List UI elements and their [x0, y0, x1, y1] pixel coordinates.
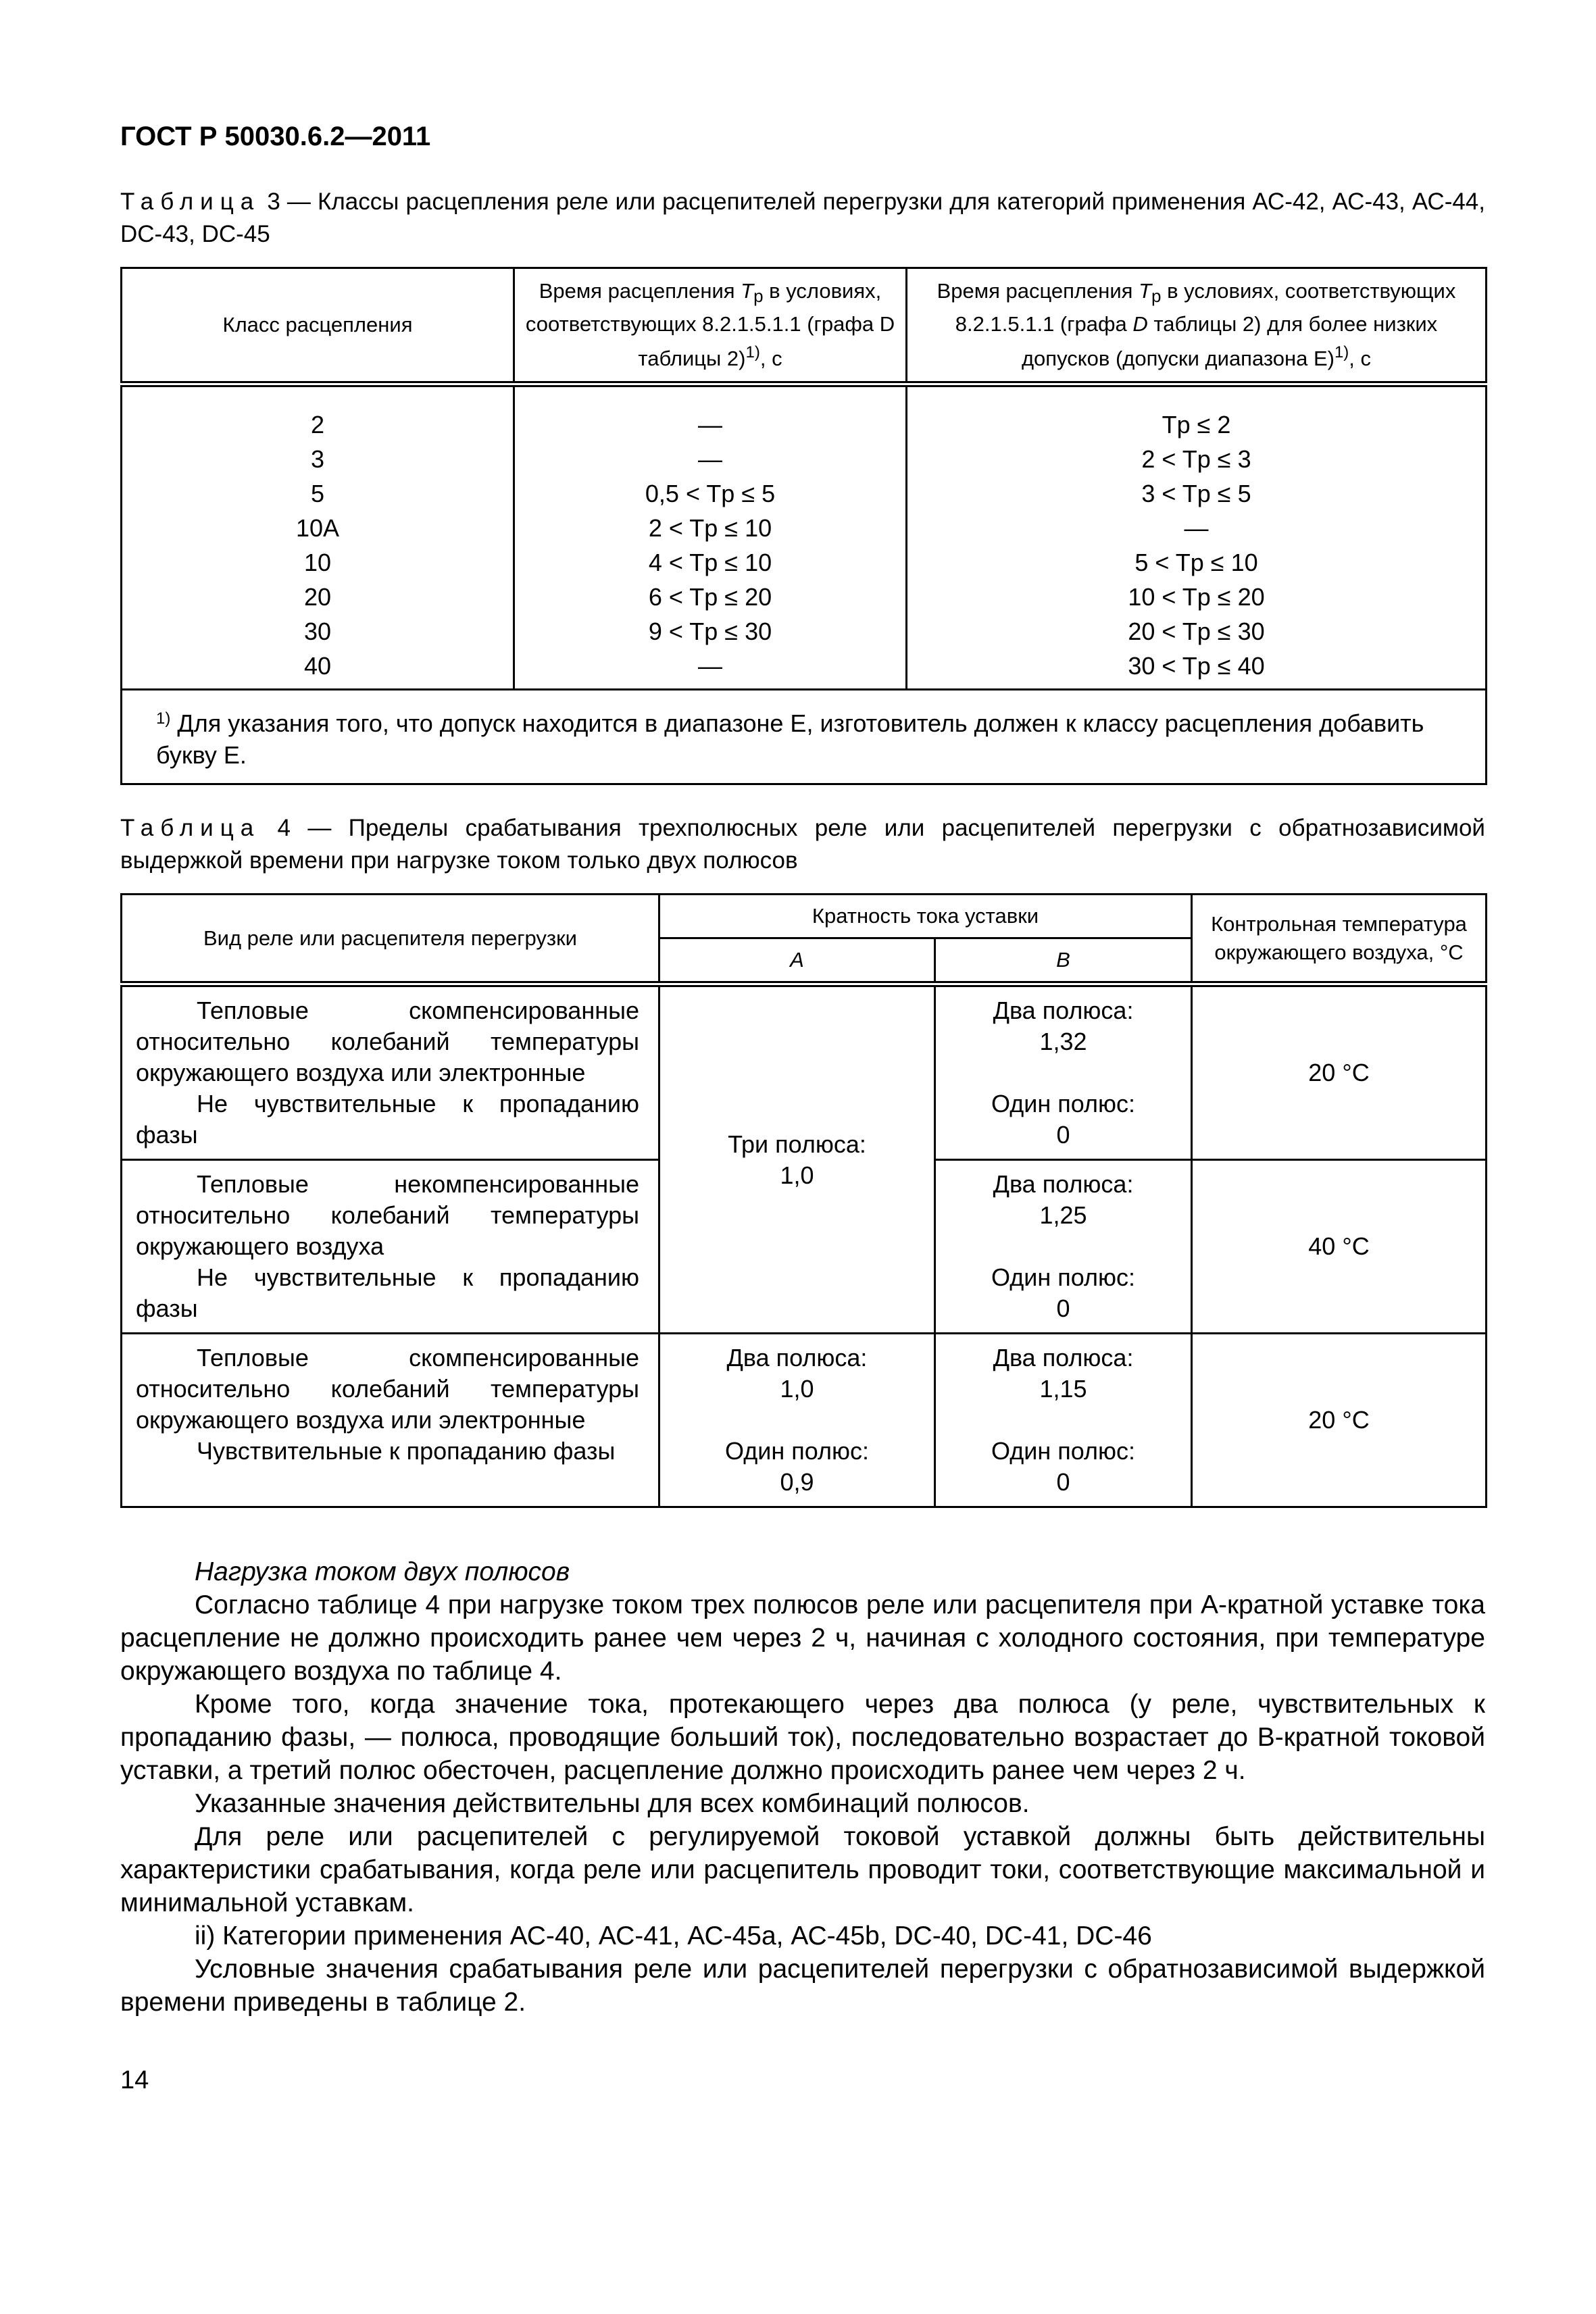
a-value: 0,9	[780, 1468, 814, 1496]
table4-sub-a: A	[659, 938, 935, 984]
section-heading: Нагрузка током двух полюсов	[195, 1557, 570, 1586]
table4-caption-label: Таблица	[120, 815, 261, 841]
table3-time-d: —	[698, 445, 722, 473]
table4-header-row1	[122, 895, 1487, 938]
b-label: Два полюса:	[993, 1170, 1134, 1198]
table4-a-merged	[659, 984, 935, 1334]
b-value: 1,15	[1039, 1375, 1087, 1403]
table3-class: 40	[303, 652, 332, 680]
table3-class: 2	[310, 411, 325, 438]
relay-desc: Тепловые некомпенсированные относительно колебаний температуры окружающего воздуха	[136, 1170, 639, 1260]
document-header: ГОСТ Р 50030.6.2—2011	[120, 122, 431, 151]
page-number: 14	[120, 2066, 149, 2094]
relay-desc: Тепловые скомпенсированные относительно колебаний температуры окружающего воздуха или электронные	[136, 1344, 639, 1434]
table3-time-d: 4 < Tp ≤ 10	[648, 549, 772, 576]
table4-b-cell	[935, 1334, 1192, 1507]
b-label: Один полюс:	[991, 1437, 1135, 1465]
table3-time-e: 10 < Tp ≤ 20	[1128, 583, 1265, 611]
table3	[120, 267, 1487, 785]
table3-time-e: 3 < Tp ≤ 5	[1141, 480, 1251, 507]
table3-time-e-column	[907, 384, 1487, 690]
footnote-mark: 1)	[156, 709, 171, 728]
table4-caption-text: 4 — Пределы срабатывания трехполюсных реле или расцепителей перегрузки с обратнозависимой выдержкой времени при нагрузке током только двух полюсов	[120, 815, 1485, 874]
table3-time-e: 2 < Tp ≤ 3	[1141, 445, 1251, 473]
paragraph: Условные значения срабатывания реле или расцепителей перегрузки с обратнозависимой выдержкой времени приведены в таблице 2.	[120, 1955, 1485, 2017]
table3-class: 10А	[295, 514, 340, 542]
relay-desc: Тепловые скомпенсированные относительно колебаний температуры окружающего воздуха или электронные	[136, 997, 639, 1086]
b-label: Один полюс:	[991, 1090, 1135, 1117]
table3-caption	[120, 186, 1485, 251]
table3-time-e: Tp ≤ 2	[1162, 411, 1231, 438]
table4-temp: 20 °С	[1192, 984, 1487, 1160]
relay-sensitivity: Чувствительные к пропаданию фазы	[197, 1437, 616, 1465]
table4-temp: 40 °С	[1192, 1160, 1487, 1334]
table3-class: 5	[310, 480, 325, 507]
table4-relay-type	[122, 984, 659, 1160]
body-text	[120, 1555, 1485, 2019]
table4-row	[122, 984, 1487, 1160]
b-value: 0	[1056, 1468, 1070, 1496]
table4-col2-header: Кратность тока уставки	[659, 895, 1192, 938]
table4-relay-type	[122, 1160, 659, 1334]
table4-temp: 20 °С	[1192, 1334, 1487, 1507]
b-label: Два полюса:	[993, 997, 1134, 1024]
b-label: Два полюса:	[993, 1344, 1134, 1372]
table3-col2-header: Время расцепления $T_p$ в условиях, соответствующих 8.2.1.5.1.1 (графа D таблицы 2)$^{1)}$, с	[514, 268, 907, 384]
paragraph: ii) Категории применения АС-40, АС-41, АС-45а, АС-45b, DC-40, DC-41, DC-46	[195, 1921, 1152, 1951]
table3-time-d: 6 < Tp ≤ 20	[648, 583, 772, 611]
table3-footnote-row	[122, 690, 1487, 784]
b-value: 0	[1056, 1121, 1070, 1149]
table3-footnote	[122, 690, 1487, 784]
table3-class: 20	[303, 583, 332, 611]
table3-time-d: —	[698, 411, 722, 438]
table3-time-d: 2 < Tp ≤ 10	[648, 514, 772, 542]
table4-relay-type	[122, 1334, 659, 1507]
table3-time-e: 20 < Tp ≤ 30	[1128, 618, 1265, 645]
table4-col3-header: Контрольная температура окружающего воздуха, °С	[1192, 895, 1487, 984]
table4-caption	[120, 812, 1485, 877]
table3-class: 10	[303, 549, 332, 576]
table3-time-d: 9 < Tp ≤ 30	[648, 618, 772, 645]
table3-time-d: —	[698, 652, 722, 680]
paragraph: Указанные значения действительны для всех комбинаций полюсов.	[195, 1789, 1030, 1818]
table4-b-cell	[935, 984, 1192, 1160]
a-label: Три полюса:	[728, 1130, 866, 1158]
table4	[120, 893, 1487, 1508]
table3-time-d: 0,5 < Tp ≤ 5	[645, 480, 776, 507]
a-label: Два полюса:	[726, 1344, 868, 1372]
a-value: 1,0	[780, 1375, 814, 1403]
document-page	[120, 122, 1485, 2095]
b-value: 1,25	[1039, 1201, 1087, 1229]
table3-col3-header: Время расцепления $T_p$ в условиях, соответствующих 8.2.1.5.1.1 (графа D таблицы 2) для более низких допусков (допуски диапазона Е)$^{1)}$, с	[907, 268, 1487, 384]
paragraph: Для реле или расцепителей с регулируемой токовой уставкой должны быть действительны характеристики срабатывания, когда реле или расцепитель проводит токи, соответствующие максимальной и минимальной уставкам.	[120, 1822, 1485, 1917]
b-value: 1,32	[1039, 1028, 1087, 1055]
paragraph: Согласно таблице 4 при нагрузке током трех полюсов реле или расцепителя при A-кратной уставке тока расцепление не должно происходить ранее чем через 2 ч, начиная с холодного состояния, при температуре окружающего воздуха по таблице 4.	[120, 1590, 1485, 1686]
table4-row	[122, 1334, 1487, 1507]
table3-time-e: 30 < Tp ≤ 40	[1128, 652, 1265, 680]
table3-class-column	[122, 384, 514, 690]
relay-sensitivity: Не чувствительные к пропаданию фазы	[136, 1263, 639, 1322]
paragraph: Кроме того, когда значение тока, протекающего через два полюса (у реле, чувствительных к пропаданию фазы, — полюса, проводящие больший ток), последовательно возрастает до B-кратной токовой уставки, а третий полюс обесточен, расцепление должно происходить ранее чем через 2 ч.	[120, 1690, 1485, 1785]
table4-col1-header: Вид реле или расцепителя перегрузки	[122, 895, 659, 984]
table3-time-d-column	[514, 384, 907, 690]
a-label: Один полюс:	[725, 1437, 869, 1465]
table3-body-row	[122, 384, 1487, 690]
table4-sub-b: B	[935, 938, 1192, 984]
table3-header-row	[122, 268, 1487, 384]
table4-b-cell	[935, 1160, 1192, 1334]
a-value: 1,0	[780, 1161, 814, 1189]
table3-class: 3	[310, 445, 325, 473]
table3-caption-text: 3 — Классы расцепления реле или расцепителей перегрузки для категорий применения АС-42, АС-43, АС-44, DC-43, DC-45	[120, 188, 1485, 247]
table3-col1-header: Класс расцепления	[122, 268, 514, 384]
table3-time-e: 5 < Tp ≤ 10	[1134, 549, 1258, 576]
table3-class: 30	[303, 618, 332, 645]
table3-caption-label: Таблица	[120, 188, 261, 215]
table4-a-cell	[659, 1334, 935, 1507]
relay-sensitivity: Не чувствительные к пропаданию фазы	[136, 1090, 639, 1149]
b-label: Один полюс:	[991, 1263, 1135, 1291]
footnote-text: Для указания того, что допуск находится в диапазоне Е, изготовитель должен к классу расцепления добавить букву Е.	[156, 709, 1424, 769]
table3-time-e: —	[1184, 514, 1209, 542]
b-value: 0	[1056, 1294, 1070, 1322]
